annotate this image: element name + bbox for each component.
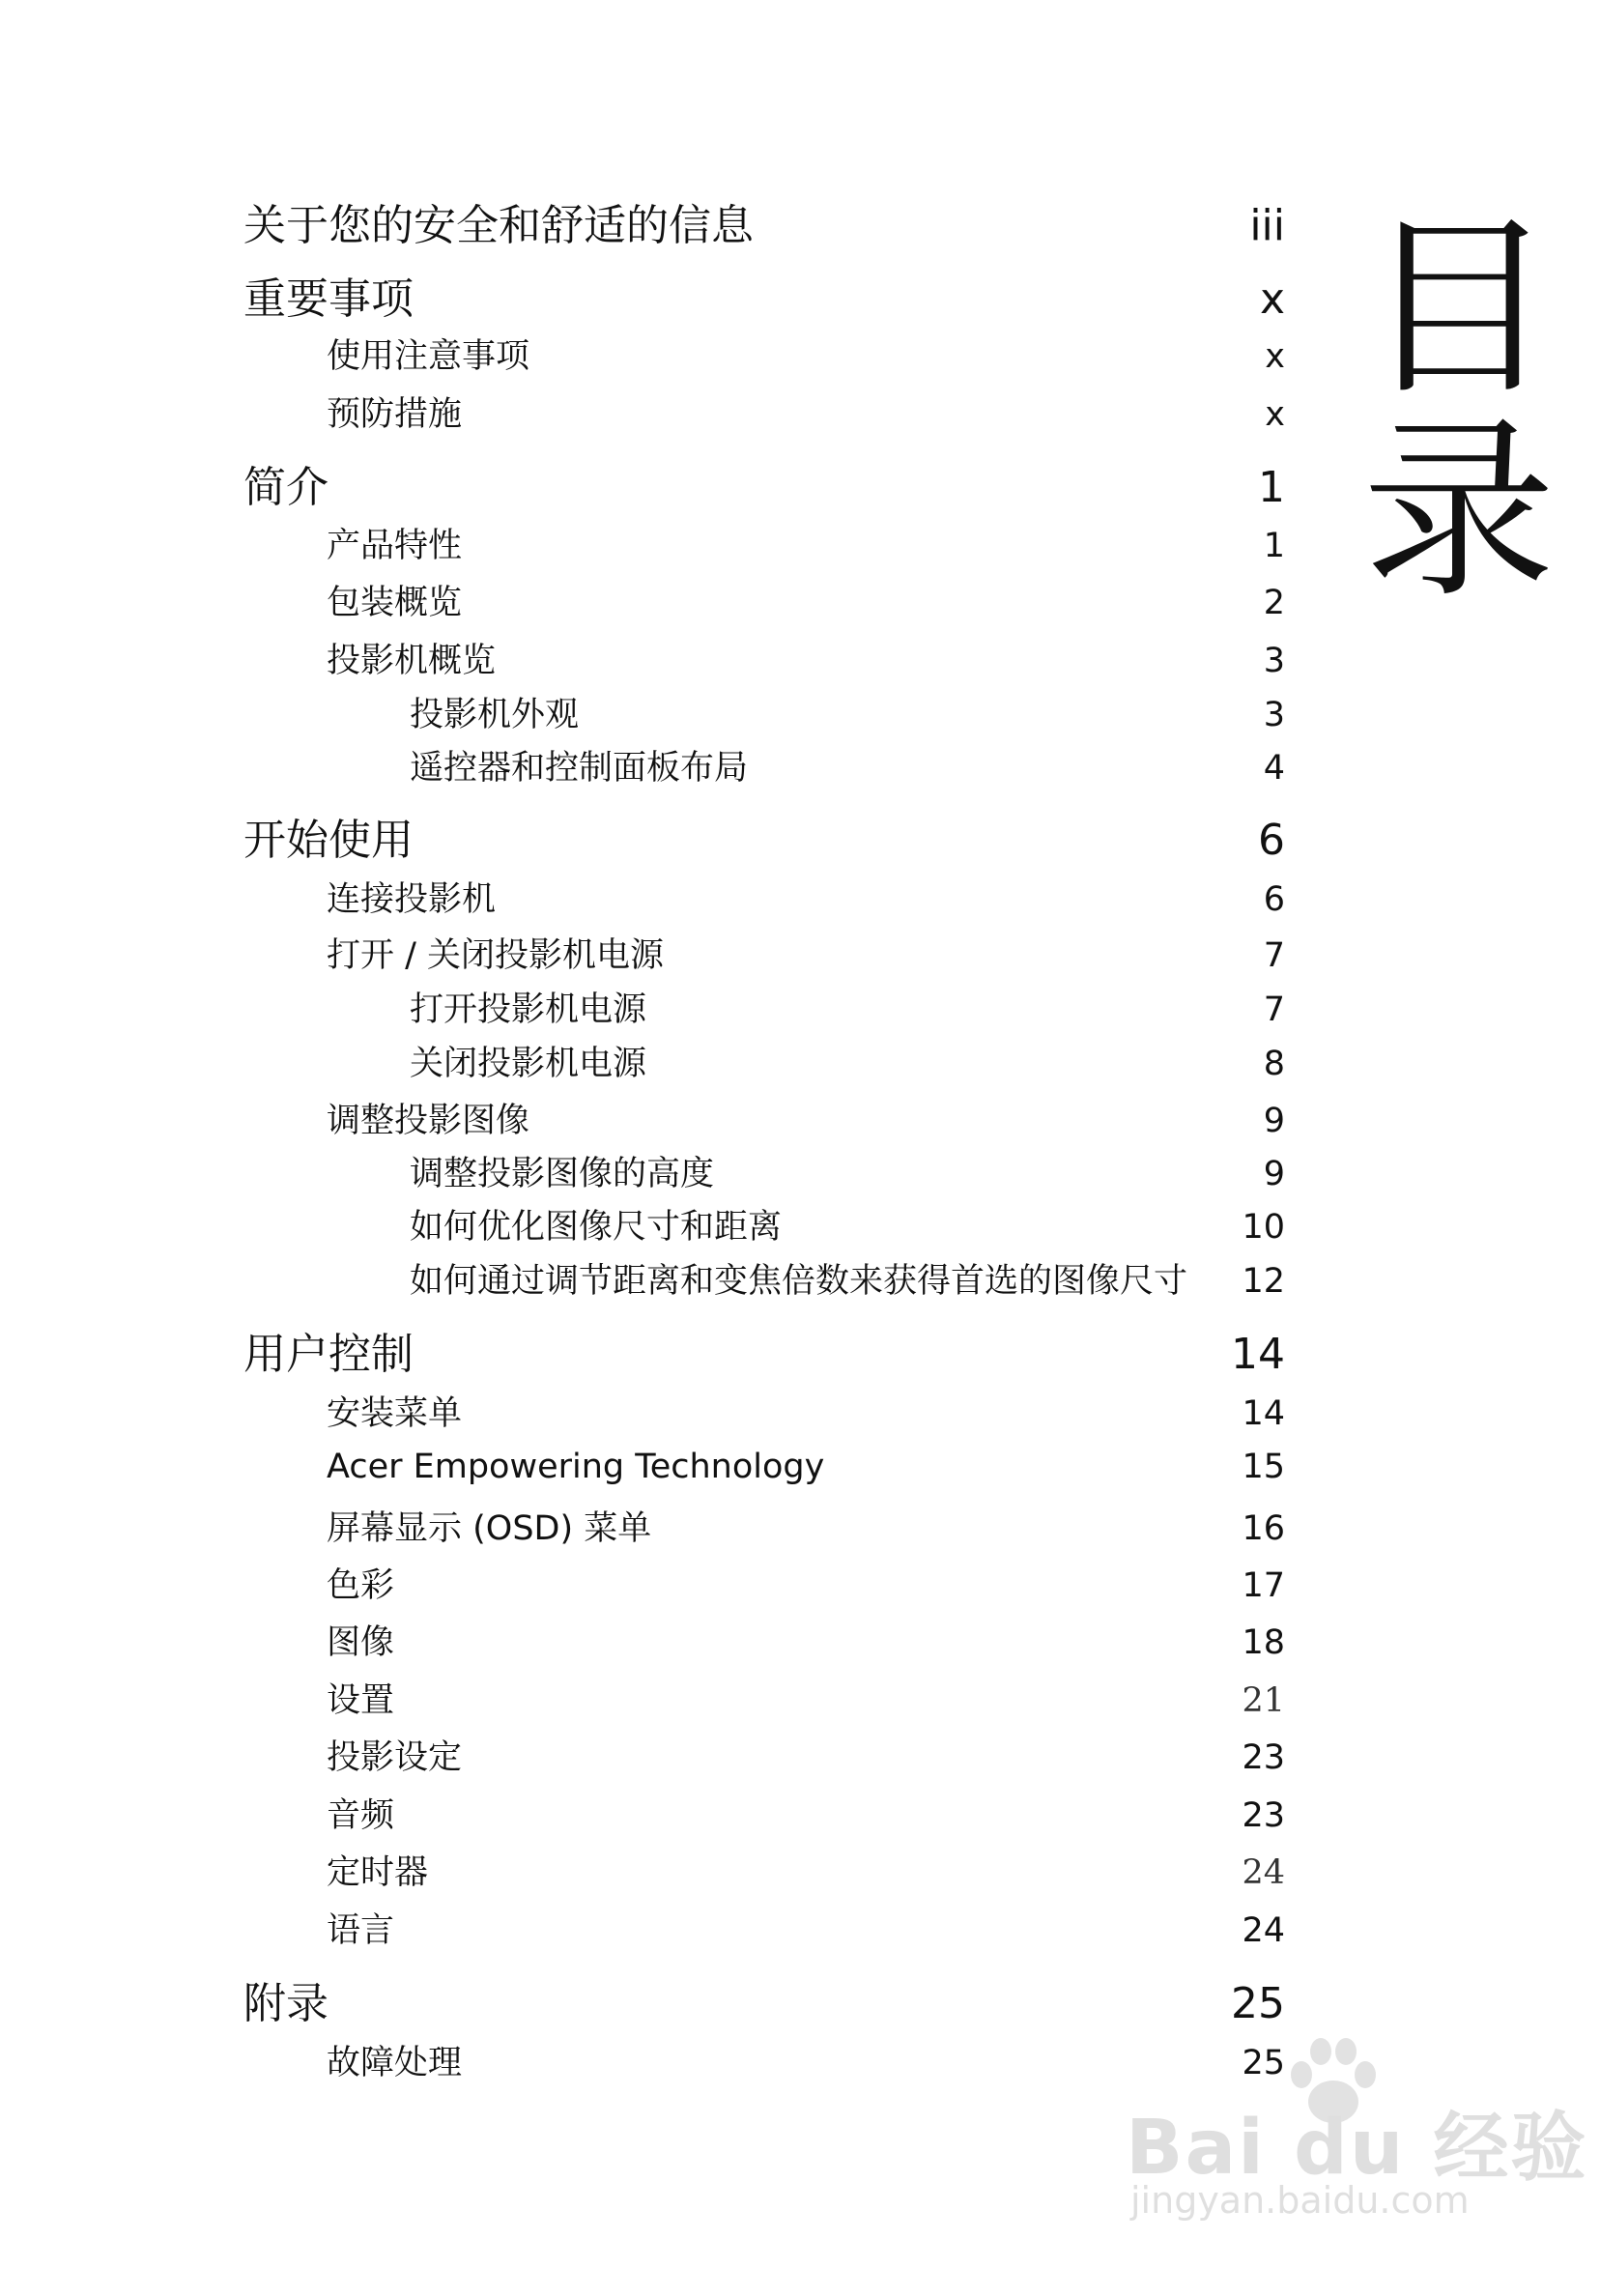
baidu-watermark [1126, 2034, 1588, 2237]
toc-entry-title: 如何优化图像尺寸和距离 [410, 1208, 783, 1247]
toc-entry-title: 预防措施 [327, 395, 463, 434]
toc-entry-page-number: 7 [1263, 936, 1285, 975]
watermark-brand: Bai du 经验 [1126, 2105, 1588, 2192]
watermark-url: jingyan.baidu.com [1130, 2179, 1470, 2222]
toc-entry-title: 使用注意事项 [327, 337, 530, 376]
toc-entry-title: 开始使用 [243, 816, 414, 865]
toc-entry-page-number: 3 [1263, 696, 1285, 734]
toc-entry-title: 色彩 [327, 1566, 395, 1605]
toc-entry-title: 附录 [243, 1979, 329, 2028]
toc-entry-page-number: 23 [1242, 1738, 1285, 1777]
toc-entry-title: 图像 [327, 1623, 395, 1662]
toc-entry-page-number: x [1265, 337, 1285, 376]
toc-entry-page-number: 4 [1263, 749, 1285, 788]
side-title-char: 录 [1362, 399, 1557, 624]
toc-entry-page-number: 8 [1263, 1045, 1285, 1083]
toc-entry-page-number: 12 [1242, 1262, 1285, 1301]
toc-entry-title: 打开 / 关闭投影机电源 [327, 936, 665, 975]
toc-entry-title: 如何通过调节距离和变焦倍数来获得首选的图像尺寸 [410, 1262, 1188, 1301]
toc-entry-page-number: 6 [1258, 816, 1285, 865]
toc-entry-page-number: 10 [1242, 1208, 1285, 1247]
toc-entry-title: 产品特性 [327, 527, 463, 565]
toc-entry-title: 故障处理 [327, 2044, 463, 2082]
toc-entry-page-number: 9 [1263, 1155, 1285, 1193]
toc-entry-title: 打开投影机电源 [410, 990, 647, 1029]
toc-entry-page-number: x [1265, 395, 1285, 434]
toc-entry-title: 屏幕显示 (OSD) 菜单 [327, 1509, 652, 1548]
side-title-char: 目 [1362, 196, 1557, 421]
toc-entry-title: 简介 [243, 463, 329, 512]
toc-entry-page-number: 25 [1231, 1979, 1285, 2028]
toc-entry-title: 投影机外观 [410, 696, 580, 734]
toc-entry-page-number: 21 [1242, 1681, 1285, 1720]
toc-entry-page-number: 6 [1263, 880, 1285, 919]
toc-entry-title: 遥控器和控制面板布局 [410, 749, 749, 788]
toc-entry-page-number: 23 [1242, 1796, 1285, 1835]
toc-entry-page-number: 1 [1258, 463, 1285, 512]
toc-entry-page-number: 7 [1263, 990, 1285, 1029]
toc-entry-title: 安装菜单 [327, 1394, 463, 1433]
toc-entry-page-number: 18 [1242, 1623, 1285, 1662]
toc-entry-page-number: iii [1249, 201, 1285, 250]
toc-entry-title: Acer Empowering Technology [327, 1448, 825, 1486]
toc-entry-page-number: 14 [1242, 1394, 1285, 1433]
toc-entry-title: 包装概览 [327, 584, 463, 622]
toc-entry-title: 调整投影图像的高度 [410, 1155, 715, 1193]
toc-entry-title: 设置 [327, 1681, 395, 1720]
toc-entry-title: 音频 [327, 1796, 395, 1835]
toc-entry-title: 关于您的安全和舒适的信息 [243, 201, 754, 250]
toc-entry-page-number: 2 [1263, 584, 1285, 622]
toc-entry-page-number: x [1259, 274, 1285, 324]
toc-entry-title: 语言 [327, 1911, 395, 1950]
toc-entry-page-number: 9 [1263, 1102, 1285, 1140]
toc-entry-title: 投影机概览 [327, 642, 497, 680]
toc-entry-title: 连接投影机 [327, 880, 497, 919]
toc-entry-title: 定时器 [327, 1853, 429, 1892]
toc-entry-page-number: 25 [1242, 2044, 1285, 2082]
toc-entry-title: 用户控制 [243, 1330, 414, 1379]
toc-entry-page-number: 15 [1242, 1448, 1285, 1486]
toc-entry-page-number: 16 [1242, 1509, 1285, 1548]
toc-entry-page-number: 3 [1263, 642, 1285, 680]
toc-entry-page-number: 24 [1242, 1853, 1285, 1892]
toc-entry-page-number: 14 [1231, 1330, 1285, 1379]
toc-entry-page-number: 24 [1242, 1911, 1285, 1950]
toc-entry-title: 关闭投影机电源 [410, 1045, 647, 1083]
toc-entry-title: 调整投影图像 [327, 1102, 530, 1140]
toc-entry-page-number: 1 [1263, 527, 1285, 565]
toc-entry-page-number: 17 [1242, 1566, 1285, 1605]
side-title [1362, 196, 1557, 624]
toc-entry-title: 投影设定 [327, 1738, 463, 1777]
toc-entry-title: 重要事项 [243, 274, 414, 324]
